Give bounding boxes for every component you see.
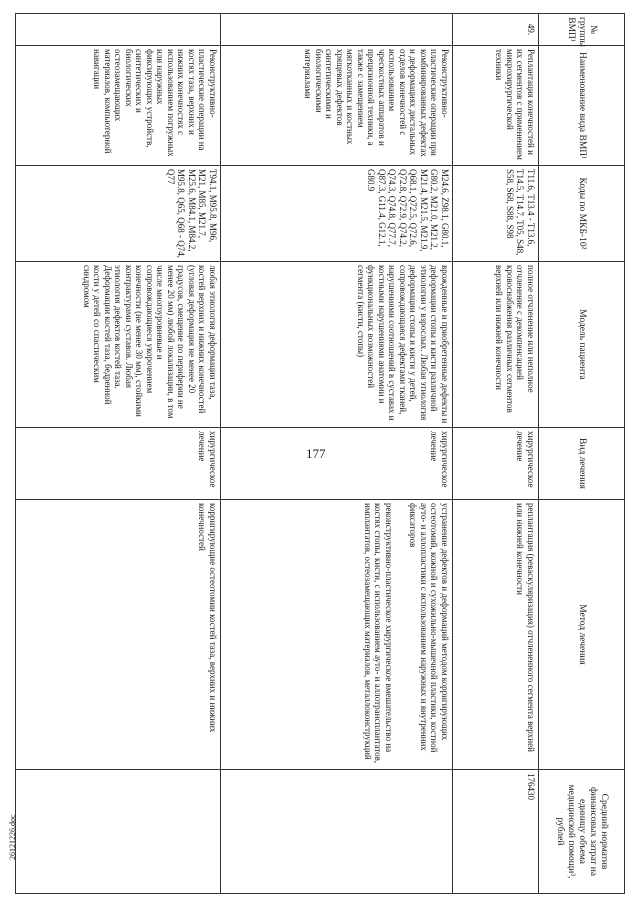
treatment-method: корригирующие остеотомии костей таза, верхних и нижних конечностей [16, 500, 221, 770]
cost-value: 176430 [453, 770, 539, 894]
patient-model: любая этиология деформации таза, костей верхних и нижних конечностей (угловая деформация не менее 20 градусов, смещение по периферии не менее 20 мм) любой локализации, в том числе многоуровневые и сопровождающиеся укорочением конечности (не менее 30 мм), стойкими контрактурами суставов. Любая этиология дефектов костей таза. Деформации костей таза, бедренной кости у детей со спастическим синдромом [16, 262, 221, 428]
page-number: 177 [306, 446, 326, 461]
header-group: № группы ВМП¹ [539, 14, 625, 46]
table-row [453, 14, 539, 894]
header-codes: Коды по МКБ-10² [539, 166, 625, 262]
table-row [221, 14, 453, 894]
icd-codes: T94.1, M95.8, M96, M21, M85, M21.7, M25.6, M84.1, M84.2, M95.8, Q65, Q68 - Q74, Q77 [16, 166, 221, 262]
vmp-name: Реконструктивно-пластические операции на костях таза, верхних и нижних конечностях с использованием погружных или наружных фиксирующих устройств, синтетических и биологических остеозамещающих материалов, компьютерной навигации [16, 46, 221, 166]
header-name: Наименование вида ВМП¹ [539, 46, 625, 166]
cost-value [221, 770, 453, 894]
rotated-table-sheet [15, 13, 625, 893]
header-method: Метод лечения [539, 500, 625, 770]
patient-model: врожденные и приобретенные дефекты и деформации стопы и кисти различной этиологии у взрослых. Любая этиология деформации стопы и кисти у детей, сопровождающаяся дефектами тканей, нарушениями соотношений в суставах и костными нарушениями анатомии и функциональных возможностей сегмента (кисти, стопы) [221, 262, 453, 428]
header-model: Модель пациента [539, 262, 625, 428]
group-number: 49. [453, 14, 539, 46]
vmp-table [15, 13, 625, 894]
header-treatment: Вид лечения [539, 428, 625, 500]
treatment-type: хирургическое лечение [221, 428, 453, 500]
treatment-method: реплантация (реваскуляризация) отчлененного сегмента верхней или нижней конечности [453, 500, 539, 770]
method-paragraph: реконструктивно-пластическое хирургическое вмешательство на костях стопы, кисти, с использованием ауто- и аллотрансплантатов, имплантатов, остеозамещающих материалов, металлоконструкций [363, 503, 394, 764]
icd-codes: T11.6, T13.4 - T13.6, T14.5, T14.7, T05, S48, S58, S68, S88, S98 [453, 166, 539, 262]
method-paragraph: устранение дефектов и деформаций методом корригирующих остеотомий, кожной и сухожильно-мышечной пластики, костной ауто- и аллопластики с использованием наружных и внутренних фиксаторов [408, 503, 450, 753]
header-cost: Средний норматив финансовых затрат на единицу объема медицинской помощи³, рублей [539, 770, 625, 894]
treatment-type: хирургическое лечение [453, 428, 539, 500]
vmp-name: Реплантация конечностей и их сегментов с применением микрохирургической техники [453, 46, 539, 166]
table-row [16, 14, 221, 894]
header-row [539, 14, 625, 894]
treatment-type: хирургическое лечение [16, 428, 221, 500]
patient-model: полное отчленение или неполное отчленение с декомпенсацией кровоснабжения различных сегментов верхней или нижней конечности [453, 262, 539, 428]
group-number [221, 14, 453, 46]
group-number [16, 14, 221, 46]
icd-codes: M24.6, Z98.1, G80.1, G80.2, M21.0, M21.2, M21.4, M21.5, M21.9, Q68.1, Q72.5, Q72.6, Q72.8, Q72.9, Q74.2, Q74.3, Q74.8, Q77.7, Q87.3, G11.4, G12.1, G80.9 [221, 166, 453, 262]
treatment-method [221, 500, 453, 770]
cost-value [16, 770, 221, 894]
footer-doc-code: 26121226.doc [8, 814, 17, 860]
vmp-name: Реконструктивно-пластические операции при комбинированных дефектах и деформациях дистальных отделов конечностей с использованием чрескостных аппаратов и прецизионной техники, а также с замещением мягкотканных и костных хрящевых дефектов синтетическими и биологическими материалами [221, 46, 453, 166]
